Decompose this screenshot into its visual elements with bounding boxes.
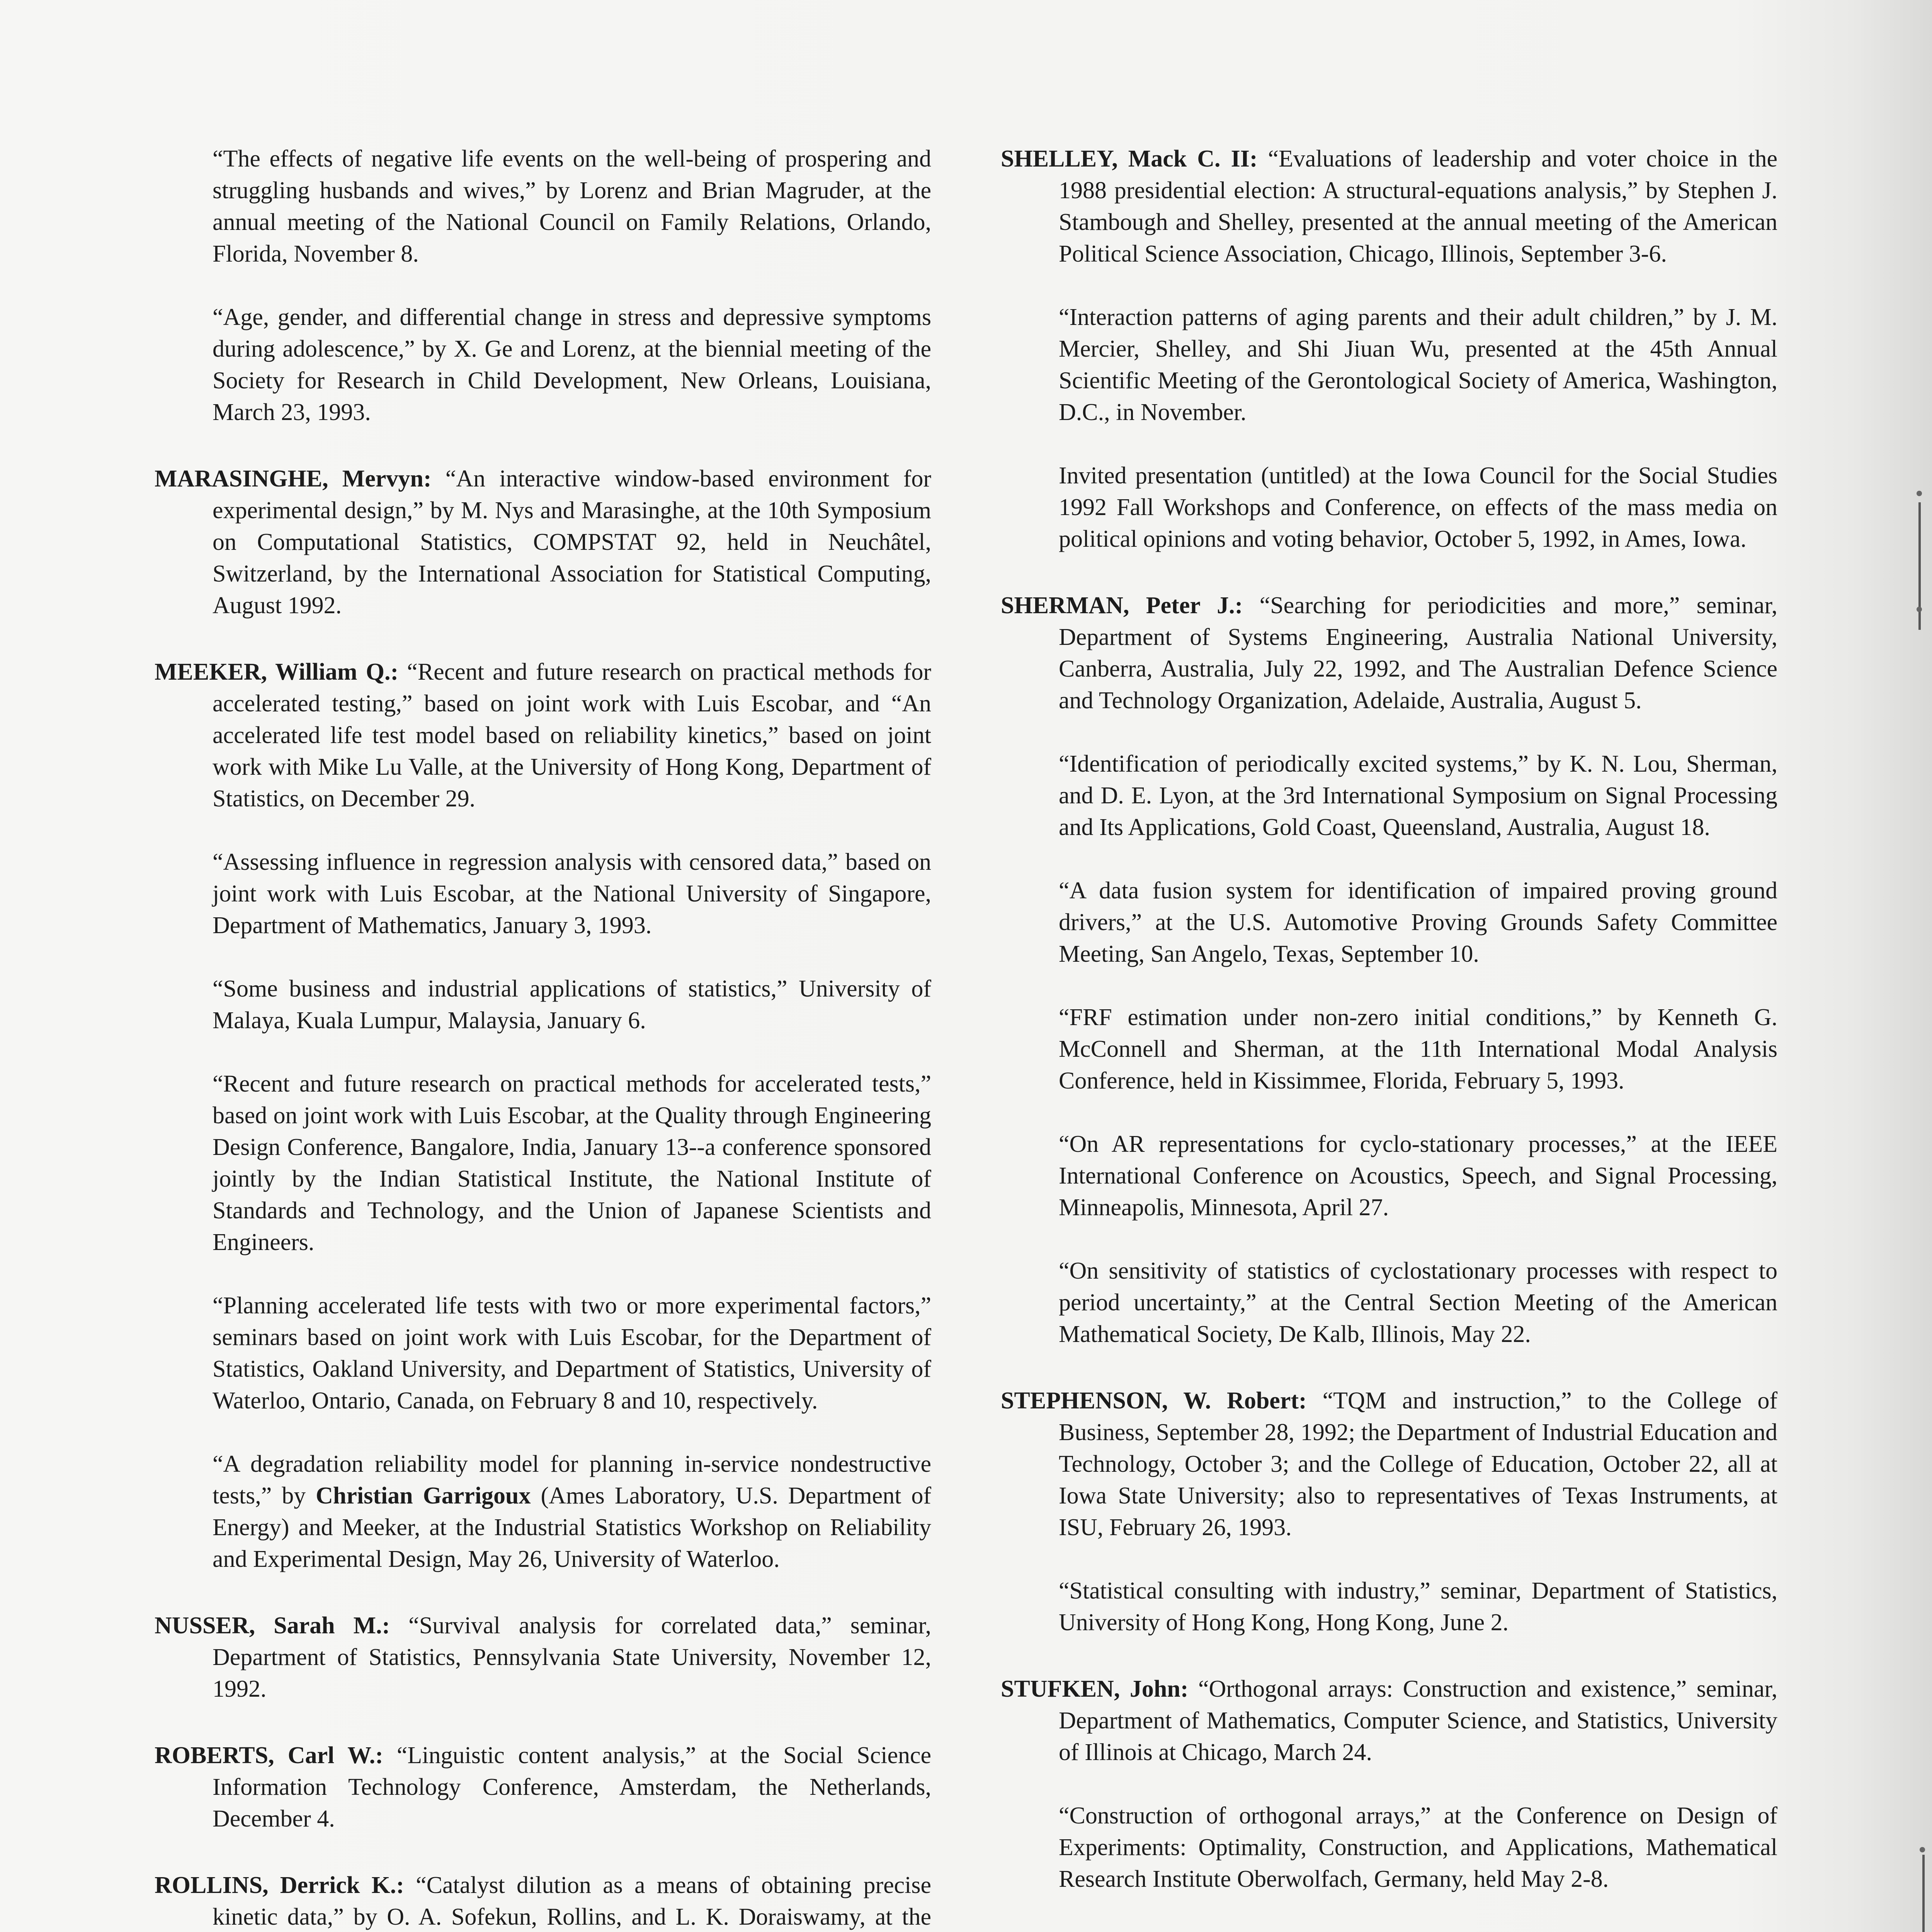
entry-marasinghe (155, 463, 931, 621)
paragraph: “Interaction patterns of aging parents and their adult children,” by J. M. Mercier, Shelley, and Shi Jiuan Wu, presented at the 45th Annual Scientific Meeting of the Gerontological Society of America, Washington, D.C., in November. (1059, 304, 1777, 425)
entry-roberts (155, 1740, 931, 1835)
margin-dot (1917, 491, 1922, 496)
entry-stephenson (1001, 1385, 1777, 1638)
author-name: SHELLEY, Mack C. II: (1001, 146, 1258, 172)
author-name: STUFKEN, John: (1001, 1676, 1189, 1702)
entry-text: “Catalyst dilution as a means of obtaining precise kinetic data,” by O. A. Sofekun, Rollins, and L. K. Doraiswamy, at the (213, 1872, 932, 1930)
continued-entry (155, 143, 931, 428)
entry-sukhatme (1001, 1930, 1777, 1932)
paragraph-text: (Ames Laboratory, U.S. Department of Energy) and Meeker, at the Industrial Statistics Workshop on Reliability and Experimental Design, May 26, University of Waterloo. (213, 1483, 932, 1572)
entry-text: “Linguistic content analysis,” at the Social Science Information Technology Conference, Amsterdam, the Netherlands, December 4. (213, 1742, 931, 1832)
author-name: SHERMAN, Peter J.: (1001, 592, 1243, 619)
entry-text: “Survival analysis for correlated data,” seminar, Department of Statistics, Pennsylvania State University, November 12, 1992. (213, 1612, 931, 1702)
entry-text: “An interactive window-based environment for experimental design,” by M. Nys and Marasinghe, at the 10th Symposium on Computational Statistics, COMPSTAT 92, held in Neuchâtel, Switzerland, by the International Association for Statistical Computing, August 1992. (213, 466, 932, 619)
paragraph: “Statistical consulting with industry,” seminar, Department of Statistics, University of Hong Kong, Hong Kong, June 2. (1059, 1578, 1777, 1636)
entry-text: “Recent and future research on practical methods for accelerated testing,” based on joint work with Luis Escobar, and “An accelerated life test model based on reliability kinetics,” based on joint work with Mike Lu Valle, at the University of Hong Kong, Department of Statistics, on December 29. (213, 659, 932, 812)
paragraph: “Construction of orthogonal arrays,” at the Conference on Design of Experiments: Optimality, Construction, and Applications, Mathematical Research Institute Oberwolfach, Germany, held May 2-8. (1059, 1803, 1777, 1892)
entry-nusser (155, 1610, 931, 1705)
entry-rollins (155, 1869, 931, 1932)
paragraph: “On AR representations for cyclo-stationary processes,” at the IEEE International Conference on Acoustics, Speech, and Signal Processing, Minneapolis, Minnesota, April 27. (1059, 1131, 1777, 1221)
paragraph: “FRF estimation under non-zero initial conditions,” by Kenneth G. McConnell and Sherman, at the 11th International Modal Analysis Conference, held in Kissimmee, Florida, February 5, 1993. (1059, 1004, 1777, 1094)
entry-sherman (1001, 590, 1777, 1350)
margin-dot (1920, 1847, 1925, 1852)
paragraph: “Identification of periodically excited systems,” by K. N. Lou, Sherman, and D. E. Lyon, at the 3rd International Symposium on Signal Processing and Its Applications, Gold Coast, Queensland, Australia, August 18. (1059, 751, 1777, 840)
paragraph-garrigoux (213, 1448, 931, 1575)
author-name: MARASINGHE, Mervyn: (155, 466, 432, 492)
paragraph: “Some business and industrial applications of statistics,” University of Malaya, Kuala Lumpur, Malaysia, January 6. (213, 976, 931, 1034)
paragraph: “Planning accelerated life tests with two or more experimental factors,” seminars based on joint work with Luis Escobar, for the Department of Statistics, Oakland University, and Department of Statistics, University of Waterloo, Ontario, Canada, on February 8 and 10, respectively. (213, 1293, 931, 1414)
right-column (1001, 143, 1777, 1932)
paragraph: “A data fusion system for identification of impaired proving ground drivers,” at the U.S. Automotive Proving Grounds Safety Committee Meeting, San Angelo, Texas, September 10. (1059, 878, 1777, 967)
author-name: STEPHENSON, W. Robert: (1001, 1388, 1307, 1414)
entry-meeker (155, 656, 931, 1575)
entry-stufken (1001, 1673, 1777, 1895)
paragraph: “The effects of negative life events on the well-being of prospering and struggling husbands and wives,” by Lorenz and Brian Magruder, at the annual meeting of the National Council on Family Relations, Orlando, Florida, November 8. (213, 146, 931, 267)
margin-mark (1922, 1855, 1925, 1932)
paragraph: “Assessing influence in regression analysis with censored data,” based on joint work with Luis Escobar, at the National University of Singapore, Department of Mathematics, January 3, 1993. (213, 849, 931, 939)
author-name: ROLLINS, Derrick K.: (155, 1872, 404, 1898)
paragraph: “Recent and future research on practical methods for accelerated tests,” based on joint work with Luis Escobar, at the Quality through Engineering Design Conference, Bangalore, India, January 13--a conference sponsored jointly by the Indian Statistical Institute, the National Institute of Standards and Technology, and the Union of Japanese Scientists and Engineers. (213, 1071, 931, 1255)
author-name: ROBERTS, Carl W.: (155, 1742, 383, 1769)
paragraph: “Age, gender, and differential change in stress and depressive symptoms during adolescence,” by X. Ge and Lorenz, at the biennial meeting of the Society for Research in Child Development, New Orleans, Louisiana, March 23, 1993. (213, 304, 931, 425)
left-column (155, 143, 931, 1932)
entry-text: “Evaluations of leadership and voter choice in the 1988 presidential election: A structural-equations analysis,” by Stephen J. Stambough and Shelley, presented at the annual meeting of the American Political Science Association, Chicago, Illinois, September 3-6. (1059, 146, 1778, 267)
paragraph-text: “A degradation reliability model for planning in-service nondestructive tests,” by (213, 1451, 931, 1509)
author-name-inline: Christian Garrigoux (316, 1483, 531, 1509)
entry-text: “Orthogonal arrays: Construction and existence,” seminar, Department of Mathematics, Computer Science, and Statistics, University of Illinois at Chicago, March 24. (1059, 1676, 1777, 1765)
author-name: NUSSER, Sarah M.: (155, 1612, 390, 1639)
entry-text: “Searching for periodicities and more,” seminar, Department of Systems Engineering, Australia National University, Canberra, Australia, July 22, 1992, and The Australian Defence Science and Technology Organization, Adelaide, Australia, August 5. (1059, 592, 1777, 714)
author-name: MEEKER, William Q.: (155, 659, 399, 685)
paragraph: “On sensitivity of statistics of cyclostationary processes with respect to period uncertainty,” at the Central Section Meeting of the American Mathematical Society, De Kalb, Illinois, May 22. (1059, 1258, 1777, 1347)
entry-shelley-mack (1001, 143, 1777, 555)
entry-text: “TQM and instruction,” to the College of Business, September 28, 1992; the Department of Industrial Education and Technology, October 3; and the College of Education, October 22, all at Iowa State University; also to representatives of Texas Instruments, at ISU, February 26, 1993. (1059, 1388, 1778, 1541)
paragraph: Invited presentation (untitled) at the Iowa Council for the Social Studies 1992 Fall Workshops and Conference, on effects of the mass media on political opinions and voting behavior, October 5, 1992, in Ames, Iowa. (1059, 463, 1777, 552)
margin-dot (1917, 607, 1922, 612)
